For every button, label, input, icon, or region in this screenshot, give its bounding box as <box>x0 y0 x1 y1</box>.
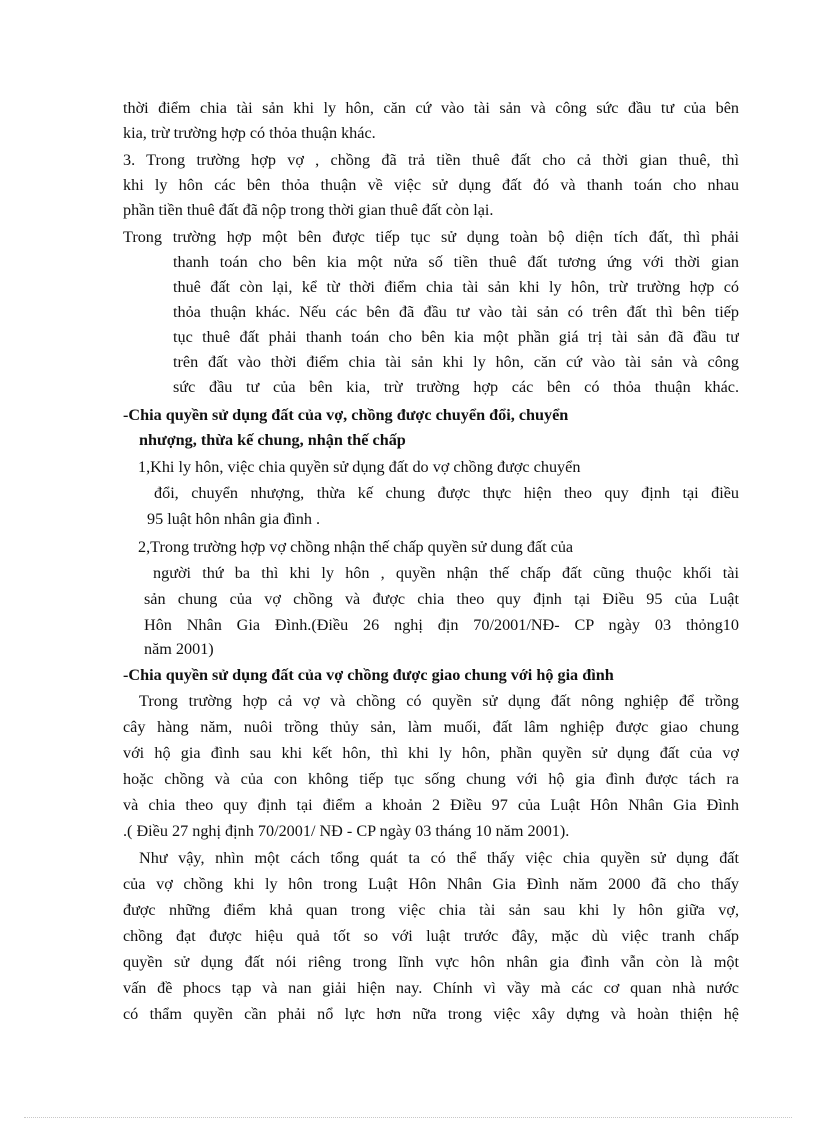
text-line: thuê đất còn lại, kể từ thời điểm chia tài sản khi ly hôn, trừ trường hợp có <box>173 278 739 296</box>
text-line: Trong trường hợp cả vợ và chồng có quyền sử dụng đất nông nghiệp để trồng <box>139 692 739 710</box>
section-heading: -Chia quyền sử dụng đất của vợ chồng được giao chung với hộ gia đình <box>123 666 614 684</box>
text-line: 3. Trong trường hợp vợ , chồng đã trả tiền thuê đất cho cả thời gian thuê, thì <box>123 151 739 169</box>
text-line: 95 luật hôn nhân gia đình . <box>147 510 321 528</box>
text-line: của vợ chồng khi ly hôn trong Luật Hôn Nhân Gia Đình năm 2000 đã cho thấy <box>123 875 739 893</box>
text-line: với hộ gia đình sau khi kết hôn, thì khi ly hôn, phần quyền sử dụng đất của vợ <box>123 744 739 762</box>
text-line: trên đất vào thời điểm chia tài sản khi ly hôn, căn cứ vào tài sản và công <box>173 353 739 371</box>
text-line: Hôn Nhân Gia Đình.(Điều 26 nghị địn 70/2001/NĐ- CP ngày 03 thỏng10 <box>144 616 739 634</box>
text-line: và chia theo quy định tại điểm a khoản 2 Điều 97 của Luật Hôn Nhân Gia Đình <box>123 796 739 814</box>
page-footer-divider <box>24 1117 792 1118</box>
text-line: người thứ ba thì khi ly hôn , quyền nhận thế chấp đất cũng thuộc khối tài <box>153 564 739 582</box>
text-line: Như vậy, nhìn một cách tổng quát ta có thể thấy việc chia quyền sử dụng đất <box>139 849 739 867</box>
section-heading: nhượng, thừa kế chung, nhận thế chấp <box>139 431 406 449</box>
text-line: được những điểm khả quan trong việc chia tài sản sau khi ly hôn giữa vợ, <box>123 901 739 919</box>
text-line: 1,Khi ly hôn, việc chia quyền sử dụng đất do vợ chồng được chuyển <box>138 458 581 476</box>
text-line: chồng đạt được hiệu quả tốt so với luật trước đây, mặc dù việc tranh chấp <box>123 927 739 945</box>
text-line: 2,Trong trường hợp vợ chồng nhận thế chấp quyền sử dung đất của <box>138 538 574 556</box>
text-line: .( Điều 27 nghị định 70/2001/ NĐ - CP ngày 03 tháng 10 năm 2001). <box>123 822 570 840</box>
text-line: sản chung của vợ chồng và được chia theo quy định tại Điều 95 của Luật <box>144 590 739 608</box>
text-line: kia, trừ trường hợp có thỏa thuận khác. <box>123 124 376 142</box>
text-line: phần tiền thuê đất đã nộp trong thời gian thuê đất còn lại. <box>123 201 494 219</box>
text-line: thỏa thuận khác. Nếu các bên đã đầu tư vào tài sản có trên đất thì bên tiếp <box>173 303 739 321</box>
text-line: vấn đề phocs tạp và nan giải hiện nay. Chính vì vầy mà các cơ quan nhà nước <box>123 979 739 997</box>
text-line: thanh toán cho bên kia một nửa số tiền thuê đất tương ứng với thời gian <box>173 253 739 271</box>
text-line: tục thuê đất phải thanh toán cho bên kia một phần giá trị tài sản đã đầu tư <box>173 328 739 346</box>
text-line: sức đầu tư của bên kia, trừ trường hợp các bên có thỏa thuận khác. <box>173 378 739 396</box>
text-line: hoặc chồng và của con không tiếp tục sống chung với hộ gia đình được tách ra <box>123 770 739 788</box>
text-line: Trong trường hợp một bên được tiếp tục sử dụng toàn bộ diện tích đất, thì phải <box>123 228 739 246</box>
text-line: đổi, chuyển nhượng, thừa kế chung được thực hiện theo quy định tại điều <box>154 484 739 502</box>
text-line: khi ly hôn các bên thỏa thuận về việc sử dụng đất đó và thanh toán cho nhau <box>123 176 739 194</box>
text-line: quyền sử dụng đất nói riêng trong lĩnh vực hôn nhân gia đình vẫn còn là một <box>123 953 739 971</box>
text-line: năm 2001) <box>144 640 214 658</box>
text-line: cây hàng năm, nuôi trồng thủy sản, làm muối, đất lâm nghiệp được giao chung <box>123 718 739 736</box>
section-heading: -Chia quyền sử dụng đất của vợ, chồng được chuyển đổi, chuyển <box>123 406 569 424</box>
text-line: có thẩm quyền cần phải nổ lực hơn nữa trong việc xây dựng và hoàn thiện hệ <box>123 1005 739 1023</box>
text-line: thời điểm chia tài sản khi ly hôn, căn cứ vào tài sản và công sức đầu tư của bên <box>123 99 739 117</box>
